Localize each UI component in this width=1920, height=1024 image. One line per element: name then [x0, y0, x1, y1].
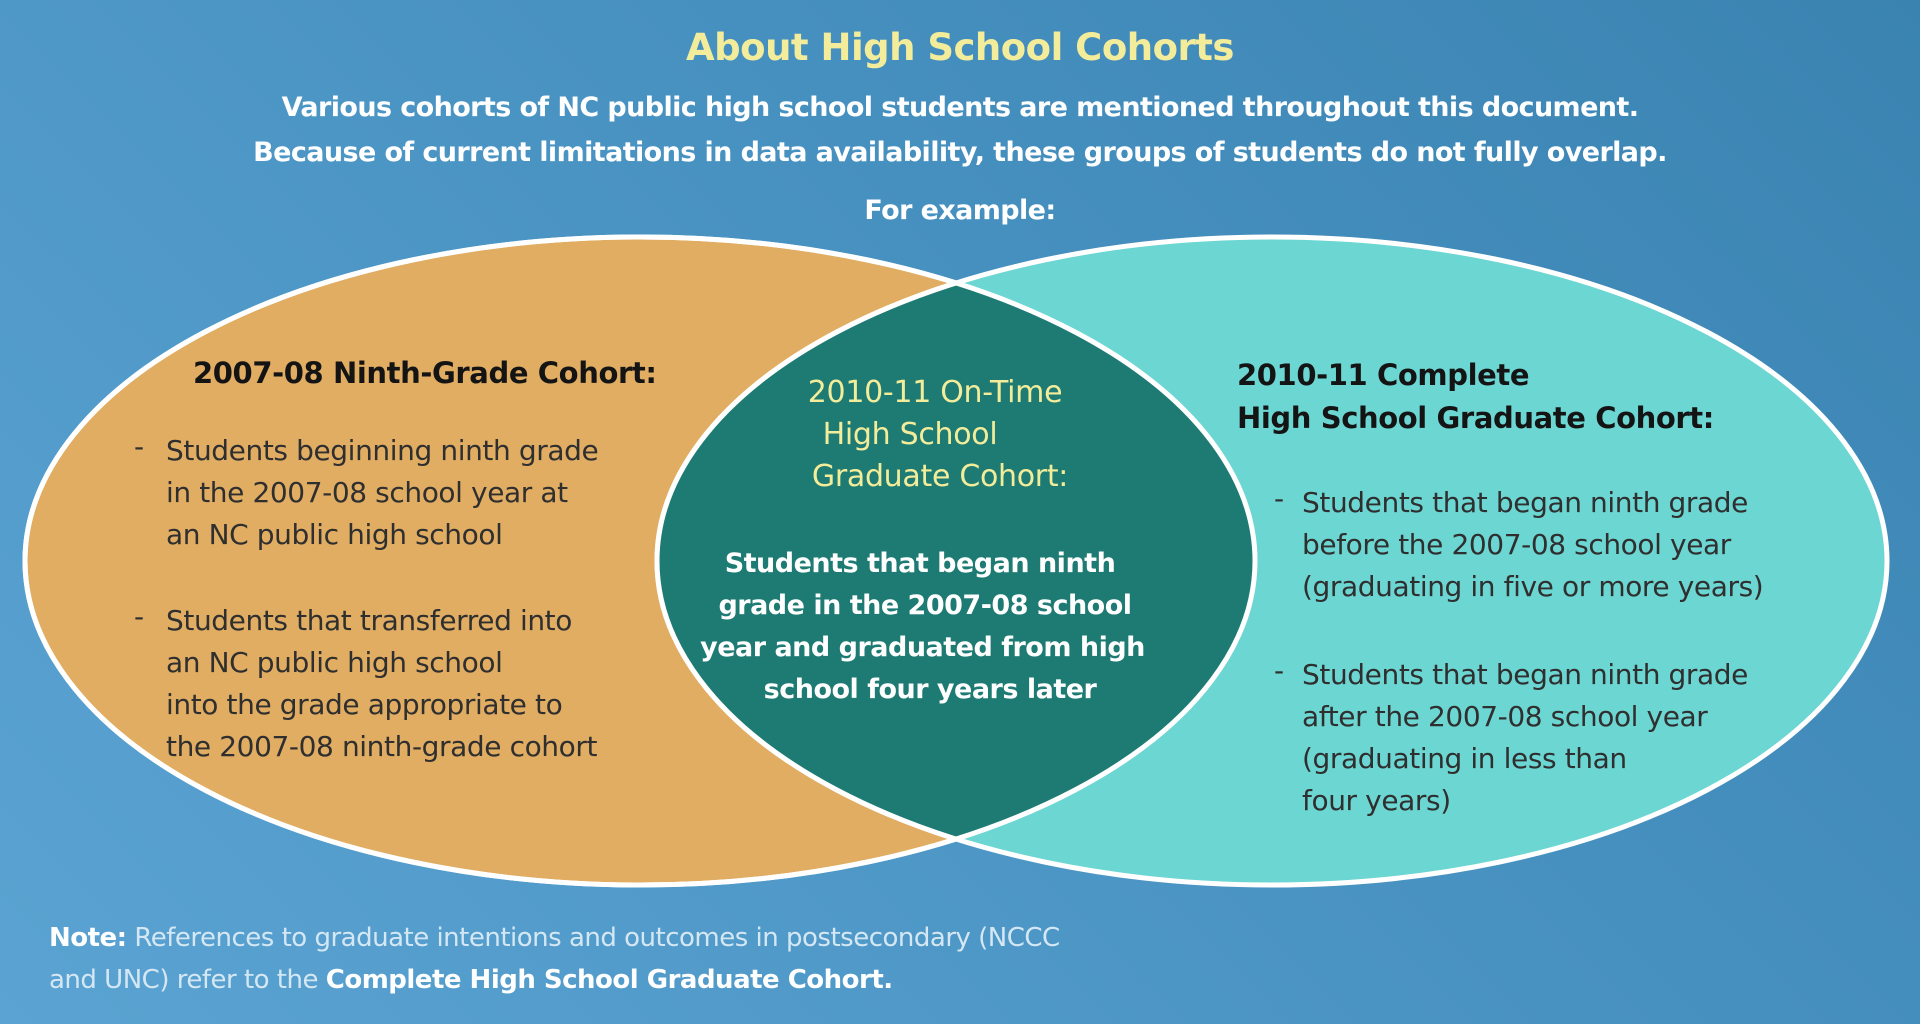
- overlap-heading: 2010-11 On-Time High School Graduate Cohort:: [807, 375, 1069, 494]
- bullet-dash: -: [1274, 654, 1284, 687]
- note-text-2: and UNC) refer to the: [49, 965, 326, 995]
- note-text-1: References to graduate intentions and outcomes in postsecondary (NCCC: [126, 923, 1060, 953]
- right-bullet-1: - Students that began ninth grade before the 2007-08 school year (graduating in five or more years): [1274, 482, 1764, 603]
- right-heading: 2010-11 Complete High School Graduate Cohort:: [1237, 358, 1714, 435]
- note-emphasis: Complete High School Graduate Cohort.: [325, 965, 893, 995]
- intro-line-2: Because of current limitations in data availability, these groups of students do not fully overlap.: [253, 137, 1667, 168]
- intro-line-1: Various cohorts of NC public high school students are mentioned throughout this document.: [281, 92, 1639, 123]
- overlap-description: Students that began ninth grade in the 2007-08 school year and graduated from high school four years later: [700, 548, 1145, 705]
- page-title: About High School Cohorts: [686, 26, 1234, 69]
- note-label: Note:: [49, 923, 127, 953]
- bullet-dash: -: [134, 600, 144, 633]
- left-heading: 2007-08 Ninth-Grade Cohort:: [193, 356, 657, 390]
- right-bullet-2: - Students that began ninth grade after the 2007-08 school year (graduating in less than four years): [1274, 654, 1748, 817]
- bullet-dash: -: [134, 430, 144, 463]
- footnote: [49, 917, 1060, 1001]
- bullet-dash: -: [1274, 482, 1284, 515]
- left-bullet-1: - Students beginning ninth grade in the 2007-08 school year at an NC public high school: [134, 430, 599, 551]
- example-label: For example:: [864, 195, 1056, 226]
- left-bullet-2: - Students that transferred into an NC public high school into the grade appropriate to the 2007-08 ninth-grade cohort: [134, 600, 598, 763]
